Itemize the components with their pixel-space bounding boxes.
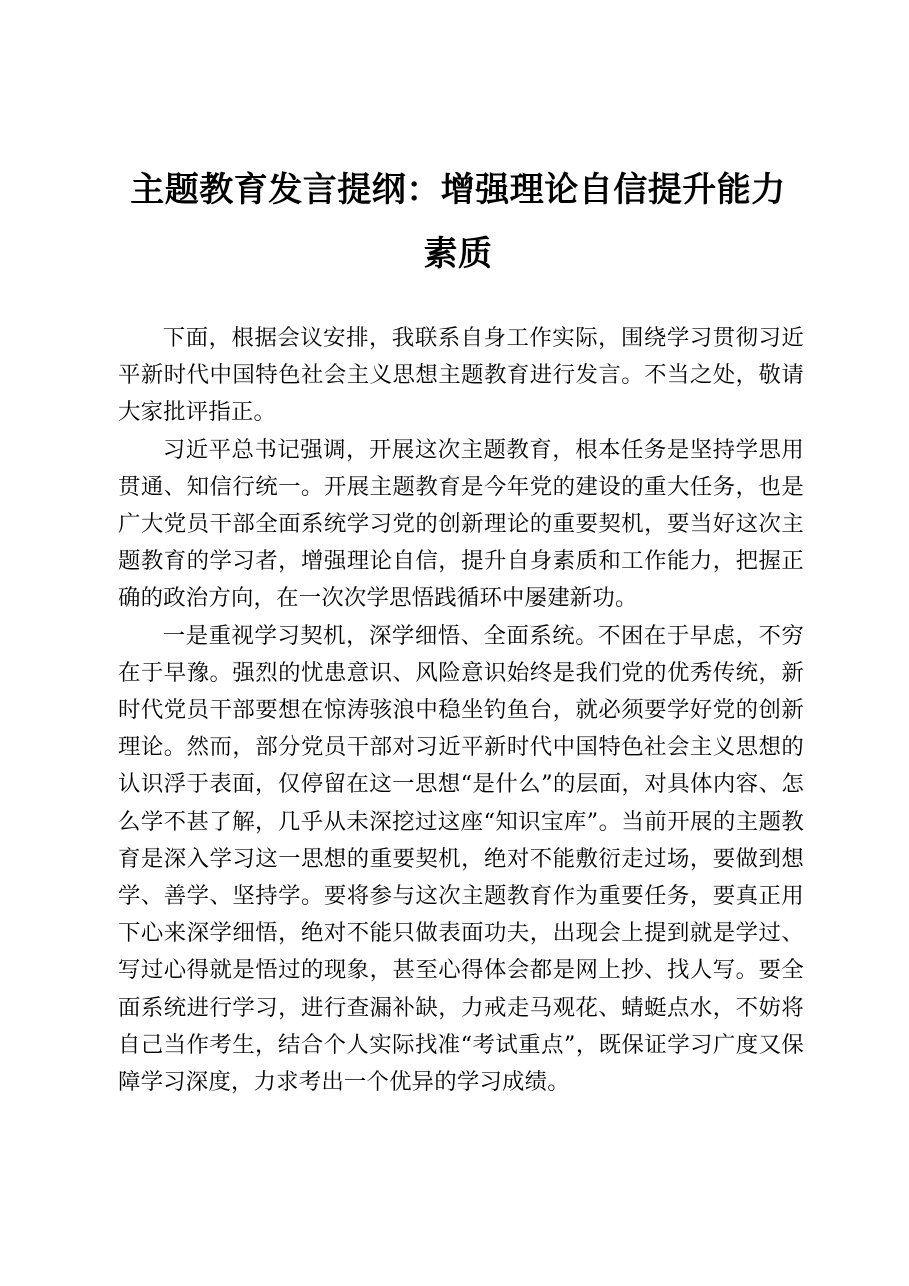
document-title: 主题教育发言提纲：增强理论自信提升能力素质 xyxy=(130,170,786,274)
paragraph-intro: 下面，根据会议安排，我联系自身工作实际，围绕学习贯彻习近平新时代中国特色社会主义思想主题教育进行发言。不当之处，敬请大家批评指正。 xyxy=(118,325,804,426)
paragraph-theme: 习近平总书记强调，开展这次主题教育，根本任务是坚持学思用贯通、知信行统一。开展主题教育是今年党的建设的重大任务，也是广大党员干部全面系统学习党的创新理论的重要契机，要当好这次主题教育的学习者，增强理论自信，提升自身素质和工作能力，把握正确的政治方向，在一次次学思悟践循环中屡建新功。 xyxy=(118,436,804,612)
document-body xyxy=(118,320,804,1101)
paragraph-point-one: 一是重视学习契机，深学细悟、全面系统。不困在于早虑，不穷在于早豫。强烈的忧患意识、风险意识始终是我们党的优秀传统，新时代党员干部要想在惊涛骇浪中稳坐钓鱼台，就必须要学好党的创新理论。然而，部分党员干部对习近平新时代中国特色社会主义思想的认识浮于表面，仅停留在这一思想“是什么”的层面，对具体内容、怎么学不甚了解，几乎从未深挖过这座“知识宝库”。当前开展的主题教育是深入学习这一思想的重要契机，绝对不能敷衍走过场，要做到想学、善学、坚持学。要将参与这次主题教育作为重要任务，要真正用下心来深学细悟，绝对不能只做表面功夫，出现会上提到就是学过、写过心得就是悟过的现象，甚至心得体会都是网上抄、找人写。要全面系统进行学习，进行查漏补缺，力戒走马观花、蜻蜓点水，不妨将自己当作考生，结合个人实际找准“考试重点”，既保证学习广度又保障学习深度，力求考出一个优异的学习成绩。 xyxy=(118,622,804,1096)
